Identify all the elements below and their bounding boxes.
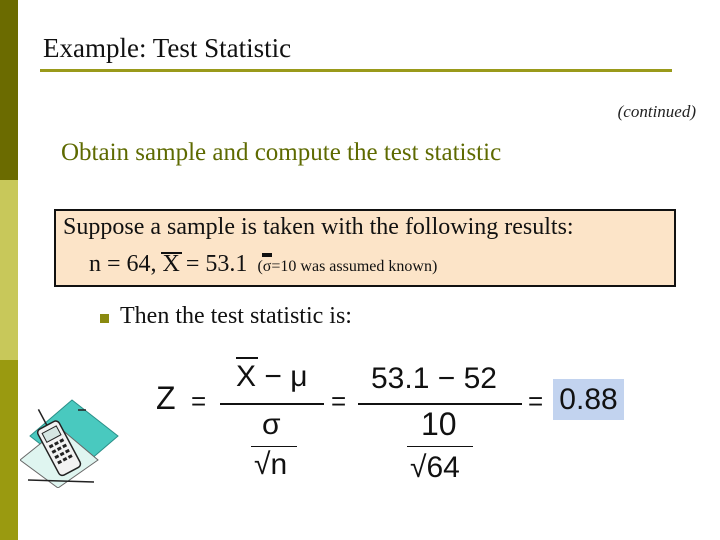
bullet-text: Then the test statistic is: — [120, 303, 352, 329]
sample-size: n = 64, — [89, 251, 163, 277]
calculator-clipart-icon — [20, 396, 120, 488]
equals-sign-1: = — [191, 386, 207, 416]
sigma-note: (σ=10 was assumed known) — [257, 258, 438, 275]
bullet-square-icon — [100, 314, 109, 323]
title-rule — [40, 69, 672, 72]
equation-denominator-1-bottom: √n — [254, 448, 288, 481]
equation-numerator-2: 53.1 − 52 — [371, 362, 497, 395]
sigma-symbol: σ — [262, 258, 272, 275]
equals-sign-3: = — [528, 386, 544, 416]
result-value: 0.88 — [553, 379, 624, 420]
equation-denominator-1-top: σ — [262, 408, 281, 441]
continued-label: (continued) — [617, 102, 696, 121]
x-bar-symbol: X — [162, 251, 180, 277]
results-box — [54, 209, 676, 287]
equals-sign-2: = — [331, 386, 347, 416]
lead-text: Obtain sample and compute the test statistic — [61, 139, 502, 166]
slide-title: Example: Test Statistic — [43, 33, 292, 63]
sample-mean: = 53.1 — [179, 251, 248, 277]
sub-fraction-line-2 — [407, 446, 473, 447]
equation-numerator-1: X − μ — [236, 360, 308, 393]
equation-denominator-2-bottom: √64 — [410, 451, 460, 484]
x-bar-overline — [236, 357, 258, 359]
results-line-2 — [89, 251, 437, 278]
results-line-1: Suppose a sample is taken with the following results: — [63, 214, 574, 240]
left-bar-middle — [0, 180, 18, 360]
fraction-line-1 — [220, 403, 324, 405]
left-bar-bottom — [0, 360, 18, 540]
fraction-line-2 — [358, 403, 522, 405]
sub-fraction-line-1 — [251, 446, 297, 447]
equation-lhs: Z — [156, 380, 176, 416]
equation-denominator-2-top: 10 — [421, 406, 457, 442]
left-bar-top — [0, 0, 18, 180]
